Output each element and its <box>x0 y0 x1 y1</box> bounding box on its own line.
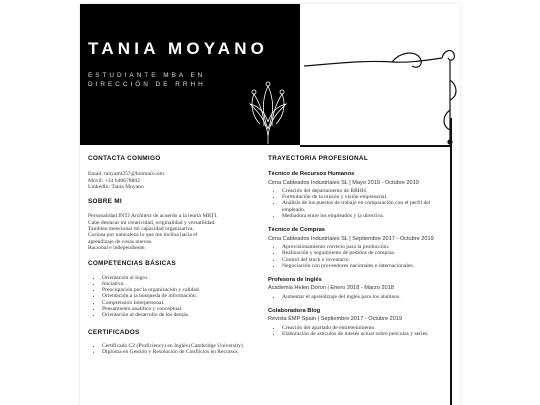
job-meta: Cima Cableados Industriales SL | Septiembre 2017 - Octubre 2019 <box>268 235 434 242</box>
about-text: Personalidad INTJ Architect de acuerdo a la teoría MBTI. Cabe destacar mi creatividad, originalidad y versatilidad. También mencionar mi capacidad organizativa. Curiosa por naturaleza lo que me inclina hacia el aprendizaje de cosas nuevas. Racional e independiente. <box>88 213 218 251</box>
list-item: • Iniciativa. <box>102 281 266 287</box>
job-role: Profesora de Inglés <box>268 277 322 284</box>
job-role: Colaboradora Blog <box>268 308 321 315</box>
list-item: • Orientación al logro. <box>102 275 266 281</box>
job-entry <box>268 227 444 269</box>
contact-lines <box>88 171 266 190</box>
job-entry <box>268 308 444 337</box>
job-meta: Academia Helen Doron | Enero 2018 - Marzo 2018 <box>268 285 394 292</box>
list-item: • Creación del apartado de entretenimiento. <box>282 325 444 331</box>
list-item: • Negociación con proveedores nacionales e internacionales. <box>282 263 444 269</box>
job-role: Técnico de Recursos Humanos <box>268 171 355 178</box>
list-item: • Control del stock e inventario. <box>282 257 444 263</box>
job-role: Técnico de Compras <box>268 227 326 234</box>
experience-heading: TRAYECTORIA PROFESIONAL <box>268 155 369 162</box>
decorative-corner-ornament-icon <box>302 30 460 148</box>
list-item: • Pensamiento analítico y conceptual. <box>102 306 266 312</box>
list-item: • Aumentar el aprendizaje del inglés para los alumnos. <box>282 294 444 300</box>
skills-list <box>88 275 266 319</box>
contact-phone: Móvil: +34 640678802 <box>88 177 140 184</box>
job-meta: Revista EMP Spain | Septiembre 2017 - Octubre 2019 <box>268 316 403 323</box>
job-entry <box>268 277 444 300</box>
skills-heading: COMPETENCIAS BÁSICAS <box>88 260 177 268</box>
list-item: • Aprovisionamiento correcto para la producción. <box>282 244 444 250</box>
left-column <box>88 156 266 356</box>
contact-email: Email: tanyaml257@hotmail.com <box>88 171 164 178</box>
contact-heading: CONTACTA CONMIGO <box>88 155 161 162</box>
list-item: • Preocupación por la organización y calidad. <box>102 287 266 293</box>
person-name: TANIA MOYANO <box>88 39 269 58</box>
list-item: • Análisis de los puestos de trabajo en comparación con el perfil del empleado. <box>282 200 444 213</box>
header-block <box>80 4 300 145</box>
list-item: • Orientación al desarrollo de los demás. <box>102 312 266 318</box>
list-item: • Realización y seguimiento de pedidos de compras. <box>282 250 444 256</box>
certs-heading: CERTIFICADOS <box>88 328 140 336</box>
list-item: • Orientación a la búsqueda de información. <box>102 293 266 299</box>
about-heading: SOBRE MI <box>88 198 123 206</box>
right-column <box>268 156 444 337</box>
list-item: • Creación del departamento de RRHH. <box>282 188 444 194</box>
resume-page <box>80 4 460 405</box>
list-item: • Certificado C2 (Proficiency) en Inglés (Cambridge University). <box>102 343 266 349</box>
list-item: • Comprensión Interpersonal. <box>102 300 266 306</box>
job-tasks <box>268 244 444 269</box>
top-border-line <box>300 145 450 147</box>
job-meta: Cima Cableados Industriales SL | Mayo 2019 - Octubre 2019 <box>268 179 419 186</box>
job-tasks <box>268 188 444 219</box>
list-item: • Elaboración de artículos de interés actual sobre películas y series. <box>282 331 444 337</box>
person-subtitle: ESTUDIANTE MBA EN DIRECCIÓN DE RRHH <box>88 72 206 88</box>
right-border-line <box>450 118 452 405</box>
list-item: • Diploma en Gestión y Resolución de Conflictos en Recursos <box>102 349 266 355</box>
list-item: • Formulación de la misión y visión empresarial. <box>282 194 444 200</box>
contact-linkedin: LinkedIn: Tania Moyano <box>88 183 144 190</box>
certs-list <box>88 343 266 356</box>
job-tasks <box>268 294 444 300</box>
list-item: • Mediadora entre los empleados y la directiva. <box>282 213 444 219</box>
lotus-flower-icon <box>240 74 296 144</box>
job-tasks <box>268 325 444 338</box>
job-entry <box>268 171 444 219</box>
